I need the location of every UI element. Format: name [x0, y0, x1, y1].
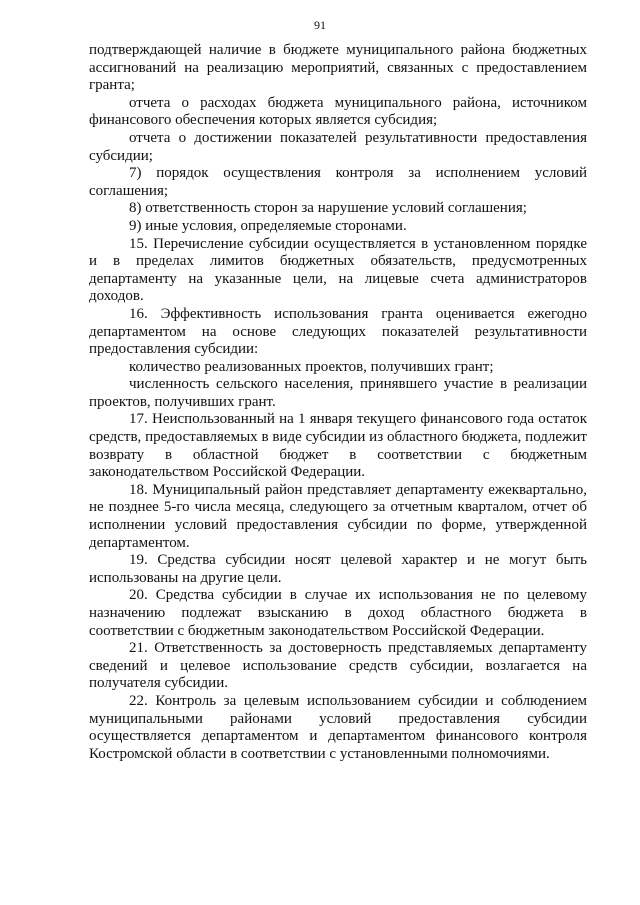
paragraph-indicator-projects: количество реализованных проектов, получивших грант;: [129, 358, 494, 375]
paragraph-item-7: 7) порядок осуществления контроля за исполнением условий соглашения;: [89, 165, 587, 199]
paragraph-clause-18: 18. Муниципальный район представляет департаменту ежеквартально, не позднее 5-го числа месяца, следующего за отчетным кварталом, отчет об исполнении условий предоставления субсидии по форме, утвержденной департаментом.: [89, 481, 587, 551]
paragraph-clause-16: 16. Эффективность использования гранта оценивается ежегодно департаментом на основе следующих показателей результативности предоставления субсидии:: [89, 305, 587, 358]
paragraph-performance-report: отчета о достижении показателей результативности предоставления субсидии;: [89, 129, 587, 164]
paragraph-clause-15: 15. Перечисление субсидии осуществляется в установленном порядке и в пределах лимитов бюджетных обязательств, предусмотренных департаменту на указанные цели, на лицевые счета администраторов доходов.: [89, 235, 587, 305]
paragraph-continuation: подтверждающей наличие в бюджете муниципального района бюджетных ассигнований на реализацию мероприятий, связанных с предоставлением гранта;: [89, 42, 587, 94]
page-number: 91: [314, 18, 326, 32]
paragraph-clause-21: 21. Ответственность за достоверность представляемых департаменту сведений и целевое использование средств субсидии, возлагается на получателя субсидии.: [89, 640, 587, 692]
paragraph-expense-report: отчета о расходах бюджета муниципального района, источником финансового обеспечения которых является субсидия;: [89, 94, 587, 129]
paragraph-item-8: 8) ответственность сторон за нарушение условий соглашения;: [129, 200, 527, 217]
paragraph-clause-20: 20. Средства субсидии в случае их использования не по целевому назначению подлежат взысканию в доход областного бюджета в соответствии с бюджетным законодательством Российской Федерации.: [89, 587, 587, 639]
paragraph-item-9: 9) иные условия, определяемые сторонами.: [129, 217, 407, 234]
paragraph-clause-17: 17. Неиспользованный на 1 января текущего финансового года остаток средств, предоставляемых в виде субсидии из областного бюджета, подлежит возврату в областной бюджет в соответствии с бюджетным законодательством Российской Федерации.: [89, 411, 587, 481]
document-body: [89, 42, 587, 763]
paragraph-clause-22: 22. Контроль за целевым использованием субсидии и соблюдением муниципальными районами условий предоставления субсидии осуществляется департаментом и департаментом финансового контроля Костромской области в соответствии с установленными полномочиями.: [89, 692, 587, 762]
paragraph-indicator-population: численность сельского населения, принявшего участие в реализации проектов, получивших грант.: [89, 376, 587, 410]
paragraph-clause-19: 19. Средства субсидии носят целевой характер и не могут быть использованы на другие цели.: [89, 552, 587, 586]
